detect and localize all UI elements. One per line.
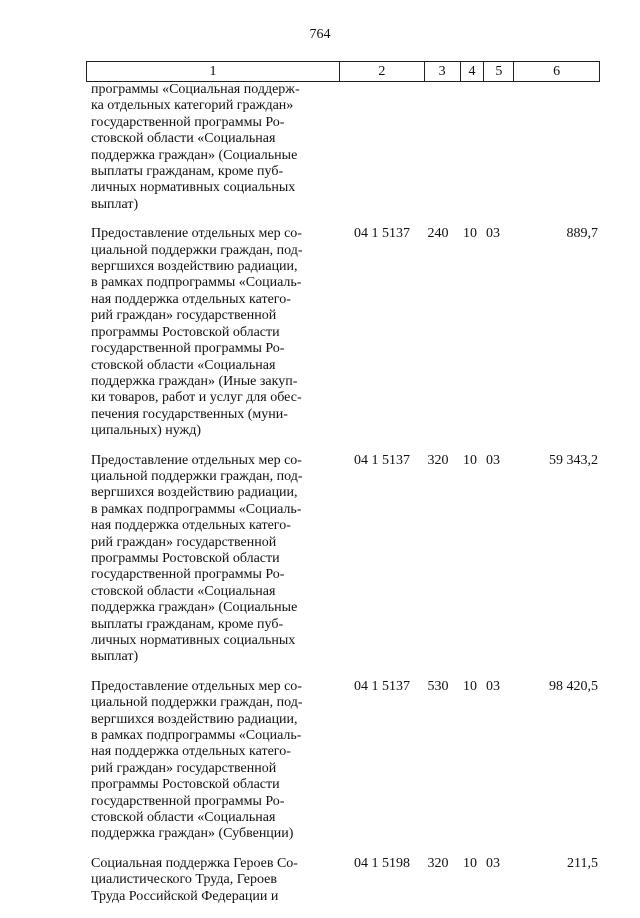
table-row	[86, 453, 600, 666]
row-description: программы «Социальная поддерж- ка отдельных категорий граждан» государственной программы Ро- стовской области «Социальная поддержка граждан» (Социальные выплаты гражданам, кроме пуб- личных нормативных социальных выплат)	[91, 82, 300, 212]
table-header	[86, 61, 600, 82]
row-description: Предоставление отдельных мер со- циальной поддержки граждан, под- вергшихся воздействию радиации, в рамках подпрограммы «Социаль- ная поддержка отдельных катего- рий граждан» государственной программы Ростовской области государственной программы Ро- стовской области «Социальная поддержка граждан» (Иные закуп- ки товаров, работ и услуг для обес- печения государственных (муни- ципальных) нужд)	[91, 226, 303, 439]
row-amount	[510, 82, 600, 213]
header-col-6: 6	[553, 64, 561, 79]
row-amount: 889,7	[566, 226, 598, 242]
row-code: 04 1 5137	[354, 226, 410, 242]
row-amount: 59 343,2	[549, 452, 598, 468]
row-description: Предоставление отдельных мер со- циальной поддержки граждан, под- вергшихся воздействию радиации, в рамках подпрограммы «Социаль- ная поддержка отдельных катего- рий граждан» государственной программы Ростовской области государственной программы Ро- стовской области «Социальная поддержка граждан» (Субвенции)	[91, 678, 303, 842]
row-expense-type	[420, 82, 456, 213]
row-expense-type: 320	[427, 855, 449, 871]
header-col-3: 3	[425, 62, 461, 81]
row-subsection: 03	[486, 855, 500, 871]
table-row	[86, 679, 600, 843]
page-number: 764	[309, 27, 331, 42]
row-subsection: 03	[486, 226, 500, 242]
row-description: Социальная поддержка Героев Со- циалистического Труда, Героев Труда Российской Федерации и	[91, 855, 298, 904]
row-expense-type: 320	[427, 452, 449, 468]
row-subsection	[484, 82, 510, 213]
row-section: 10	[463, 452, 477, 468]
table-row	[86, 856, 600, 905]
row-section: 10	[463, 678, 477, 694]
row-amount: 211,5	[567, 855, 598, 871]
row-subsection: 03	[486, 678, 500, 694]
row-section	[456, 82, 484, 213]
table-row	[86, 226, 600, 439]
row-code	[331, 82, 420, 213]
header-col-1: 1	[87, 62, 340, 81]
row-code: 04 1 5198	[354, 855, 410, 871]
header-col-5: 5	[484, 62, 514, 81]
row-subsection: 03	[486, 452, 500, 468]
row-expense-type: 240	[427, 226, 449, 242]
row-amount: 98 420,5	[549, 678, 598, 694]
header-col-2: 2	[340, 62, 425, 81]
row-description: Предоставление отдельных мер со- циальной поддержки граждан, под- вергшихся воздействию радиации, в рамках подпрограммы «Социаль- ная поддержка отдельных катего- рий граждан» государственной программы Ростовской области государственной программы Ро- стовской области «Социальная поддержка граждан» (Социальные выплаты гражданам, кроме пуб- личных нормативных социальных выплат)	[91, 452, 303, 665]
row-expense-type: 530	[427, 678, 449, 694]
row-section: 10	[463, 855, 477, 871]
row-section: 10	[463, 226, 477, 242]
table-body	[86, 82, 600, 918]
table-row	[86, 82, 600, 213]
header-col-4: 4	[461, 62, 485, 81]
row-code: 04 1 5137	[354, 452, 410, 468]
row-code: 04 1 5137	[354, 678, 410, 694]
